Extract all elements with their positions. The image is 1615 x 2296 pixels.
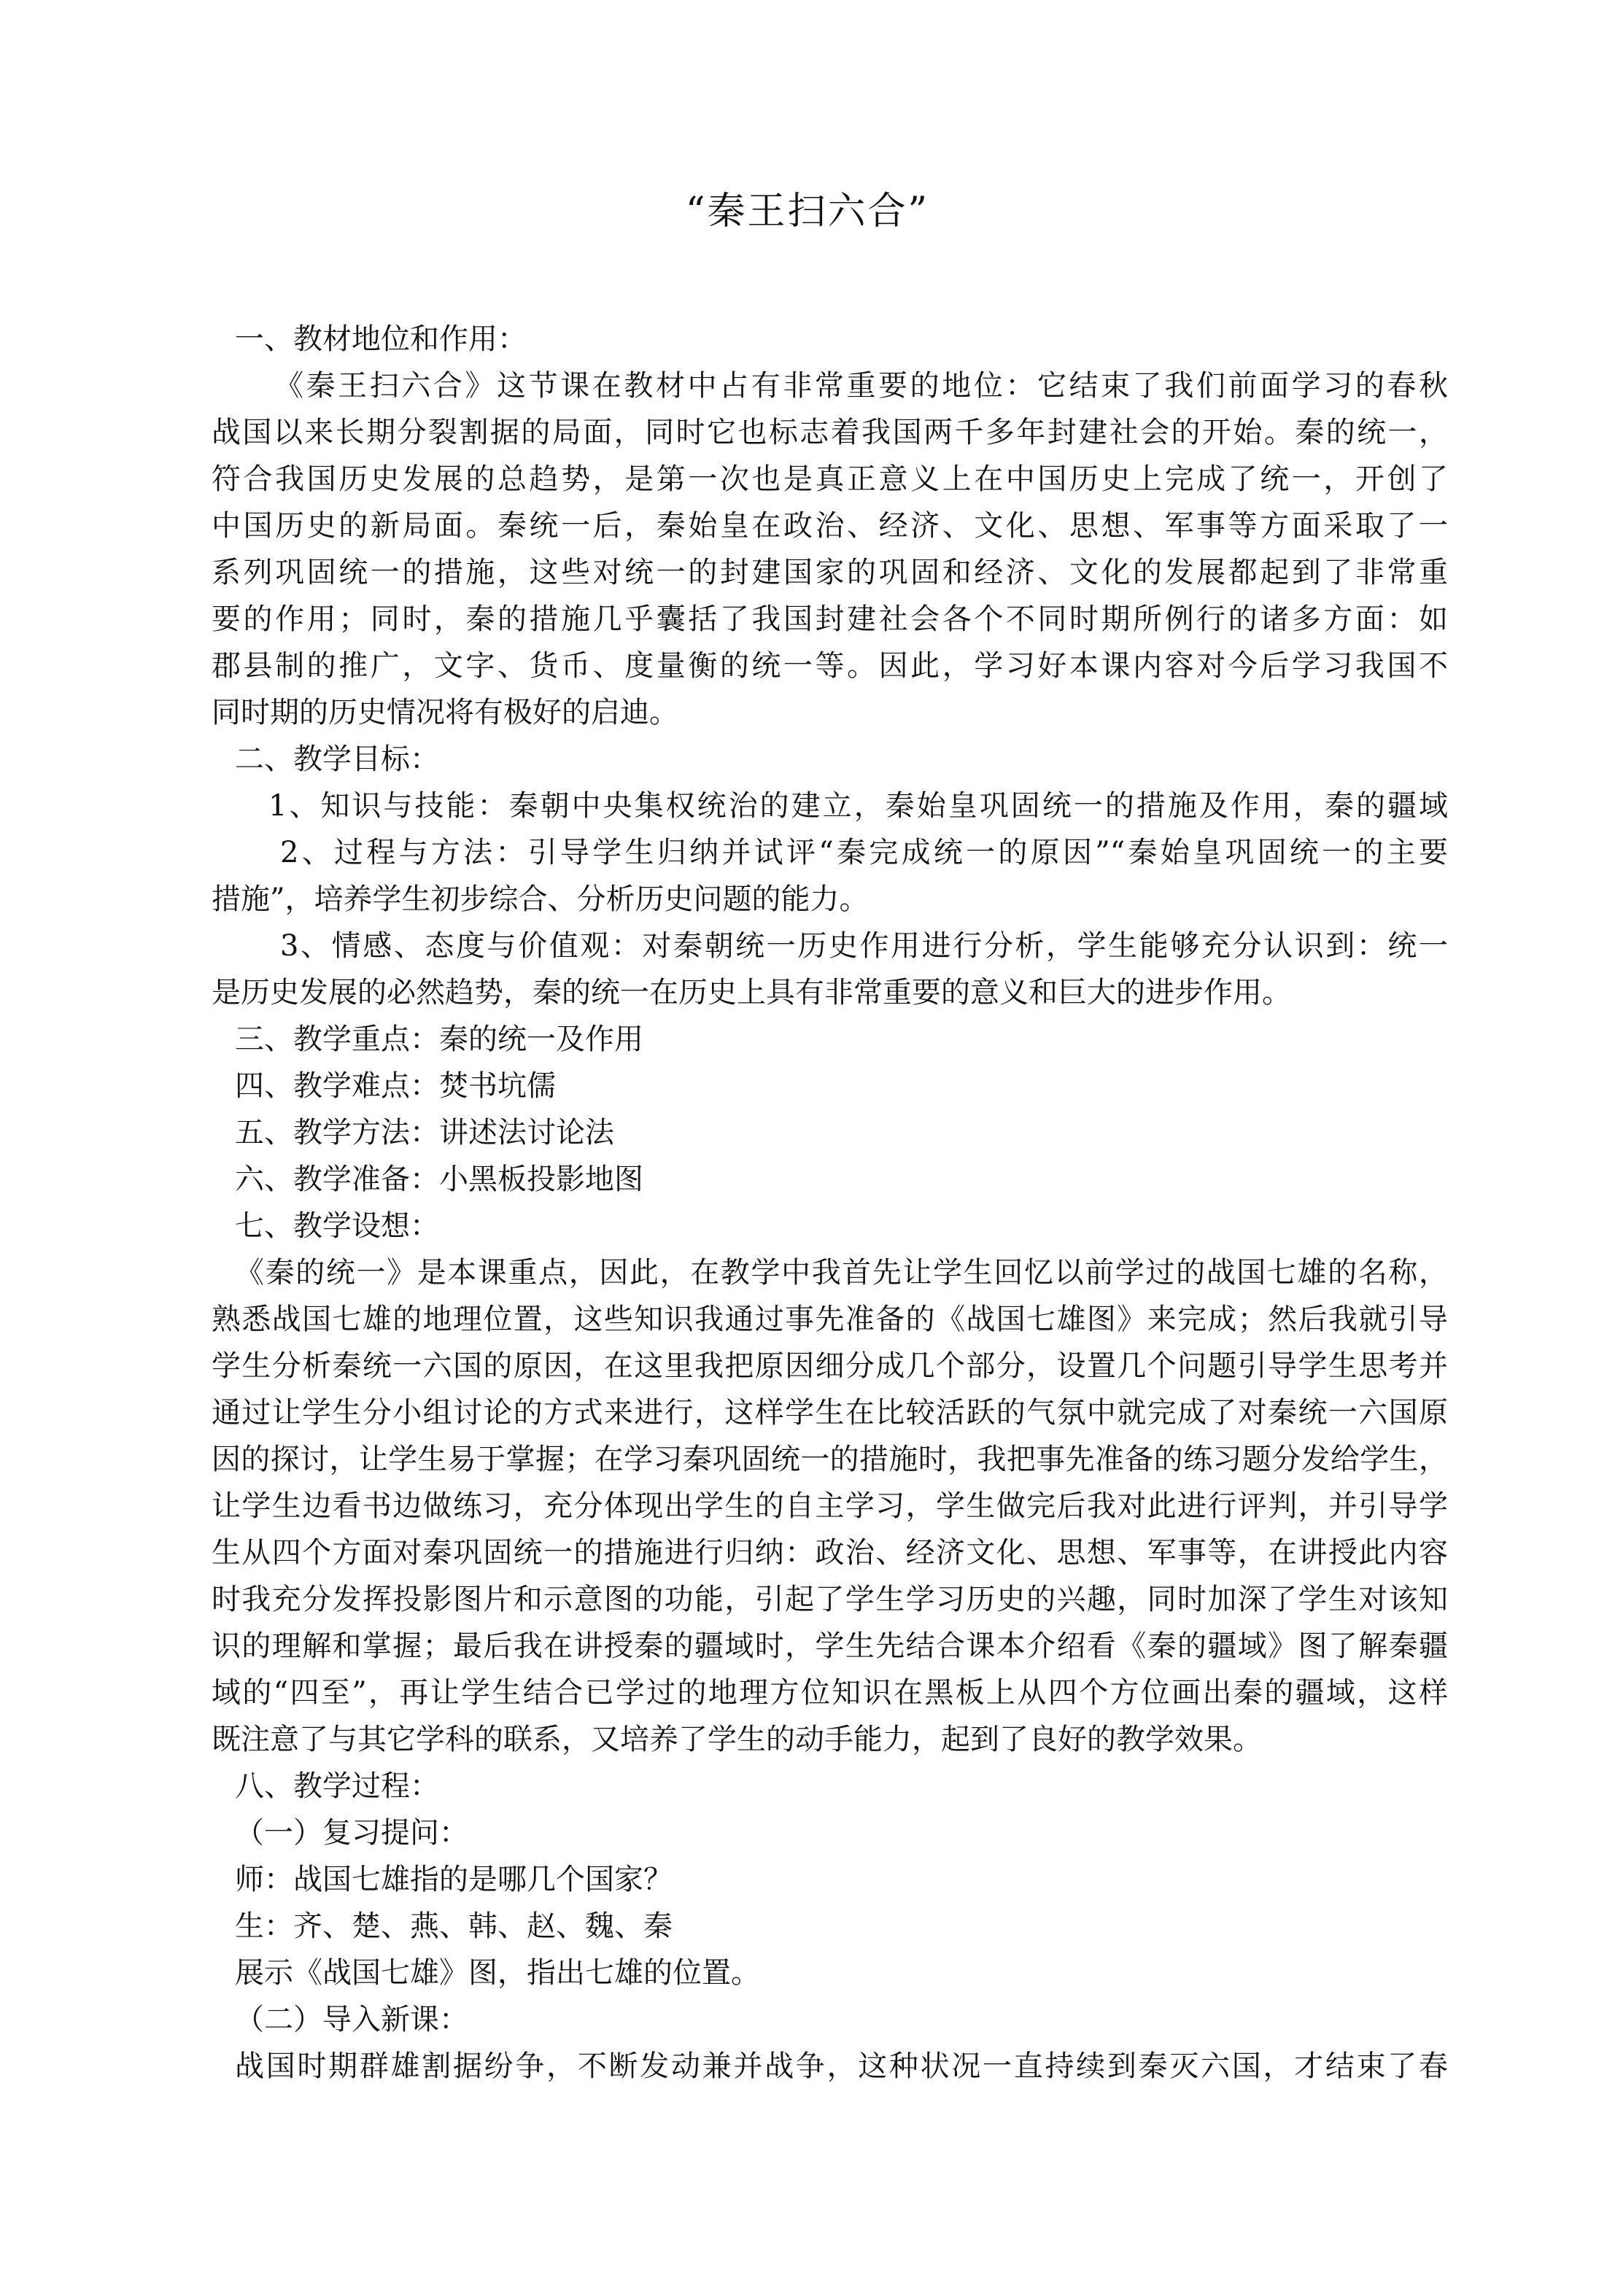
section-7-line: 识的理解和掌握；最后我在讲授秦的疆域时，学生先结合课本介绍看《秦的疆域》图了解秦疆 [212, 1629, 1448, 1663]
map-display-note: 展示《战国七雄》图，指出七雄的位置。 [235, 1956, 760, 1990]
section-7-line: 既注意了与其它学科的联系，又培养了学生的动手能力，起到了良好的教学效果。 [212, 1723, 1262, 1756]
teacher-question: 师：战国七雄指的是哪几个国家？ [235, 1863, 673, 1896]
section-7-line: 域的“四至”，再让学生结合已学过的地理方位知识在黑板上从四个方位画出秦的疆域，这样 [212, 1676, 1448, 1710]
goal-3-cont: 是历史发展的必然趋势，秦的统一在历史上具有非常重要的意义和巨大的进步作用。 [212, 976, 1291, 1009]
goal-3: 3、情感、态度与价值观：对秦朝统一历史作用进行分析，学生能够充分认识到：统一 [280, 929, 1448, 963]
section-1-line: 中国历史的新局面。秦统一后，秦始皇在政治、经济、文化、思想、军事等方面采取了一 [212, 509, 1448, 543]
section-1-line: 《秦王扫六合》这节课在教材中占有非常重要的地位：它结束了我们前面学习的春秋 [274, 369, 1448, 403]
section-1-line: 同时期的历史情况将有极好的启迪。 [212, 696, 678, 729]
subsection-intro-heading: （二）导入新课： [235, 2003, 468, 2036]
section-7-line: 生从四个方面对秦巩固统一的措施进行归纳：政治、经济文化、思想、军事等，在讲授此内容 [212, 1536, 1448, 1570]
section-1-line: 要的作用；同时，秦的措施几乎囊括了我国封建社会各个不同时期所例行的诸多方面：如 [212, 602, 1448, 636]
student-answer: 生：齐、楚、燕、韩、赵、魏、秦 [235, 1909, 673, 1943]
subsection-review-heading: （一）复习提问： [235, 1816, 468, 1850]
section-1-line: 战国以来长期分裂割据的局面，同时它也标志着我国两千多年封建社会的开始。秦的统一， [212, 416, 1448, 449]
section-7-line: 学生分析秦统一六国的原因，在这里我把原因细分成几个部分，设置几个问题引导学生思考并 [212, 1349, 1448, 1383]
goal-2-cont: 措施”，培养学生初步综合、分析历史问题的能力。 [212, 883, 869, 916]
document-title: “秦王扫六合” [685, 190, 930, 233]
intro-paragraph-line: 战国时期群雄割据纷争，不断发动兼并战争，这种状况一直持续到秦灭六国，才结束了春 [235, 2049, 1448, 2083]
goal-1: 1、知识与技能：秦朝中央集权统治的建立，秦始皇巩固统一的措施及作用，秦的疆域 [268, 789, 1448, 823]
section-1-heading: 一、教材地位和作用： [235, 322, 527, 356]
goal-2: 2、过程与方法：引导学生归纳并试评“秦完成统一的原因”“秦始皇巩固统一的主要 [280, 836, 1448, 869]
section-7-line: 《秦的统一》是本课重点，因此，在教学中我首先让学生回忆以前学过的战国七雄的名称， [235, 1256, 1448, 1289]
section-8-heading: 八、教学过程： [235, 1769, 439, 1803]
section-1-line: 符合我国历史发展的总趋势，是第一次也是真正意义上在中国历史上完成了统一，开创了 [212, 462, 1448, 496]
section-2-heading: 二、教学目标： [235, 742, 439, 776]
section-6-preparation: 六、教学准备：小黑板投影地图 [235, 1163, 643, 1196]
section-3-key-point: 三、教学重点：秦的统一及作用 [235, 1023, 643, 1056]
section-7-line: 通过让学生分小组讨论的方式来进行，这样学生在比较活跃的气氛中就完成了对秦统一六国原 [212, 1396, 1448, 1430]
section-7-line: 时我充分发挥投影图片和示意图的功能，引起了学生学习历史的兴趣，同时加深了学生对该知 [212, 1583, 1448, 1616]
section-7-line: 熟悉战国七雄的地理位置，这些知识我通过事先准备的《战国七雄图》来完成；然后我就引导 [212, 1303, 1448, 1336]
section-1-line: 郡县制的推广，文字、货币、度量衡的统一等。因此，学习好本课内容对今后学习我国不 [212, 649, 1448, 683]
section-7-heading: 七、教学设想： [235, 1209, 439, 1243]
section-7-line: 让学生边看书边做练习，充分体现出学生的自主学习，学生做完后我对此进行评判，并引导学 [212, 1489, 1448, 1523]
section-5-method: 五、教学方法：讲述法讨论法 [235, 1116, 614, 1149]
section-4-difficulty: 四、教学难点：焚书坑儒 [235, 1069, 556, 1103]
section-7-line: 因的探讨，让学生易于掌握；在学习秦巩固统一的措施时，我把事先准备的练习题分发给学生， [212, 1443, 1448, 1476]
section-1-line: 系列巩固统一的措施，这些对统一的封建国家的巩固和经济、文化的发展都起到了非常重 [212, 556, 1448, 589]
